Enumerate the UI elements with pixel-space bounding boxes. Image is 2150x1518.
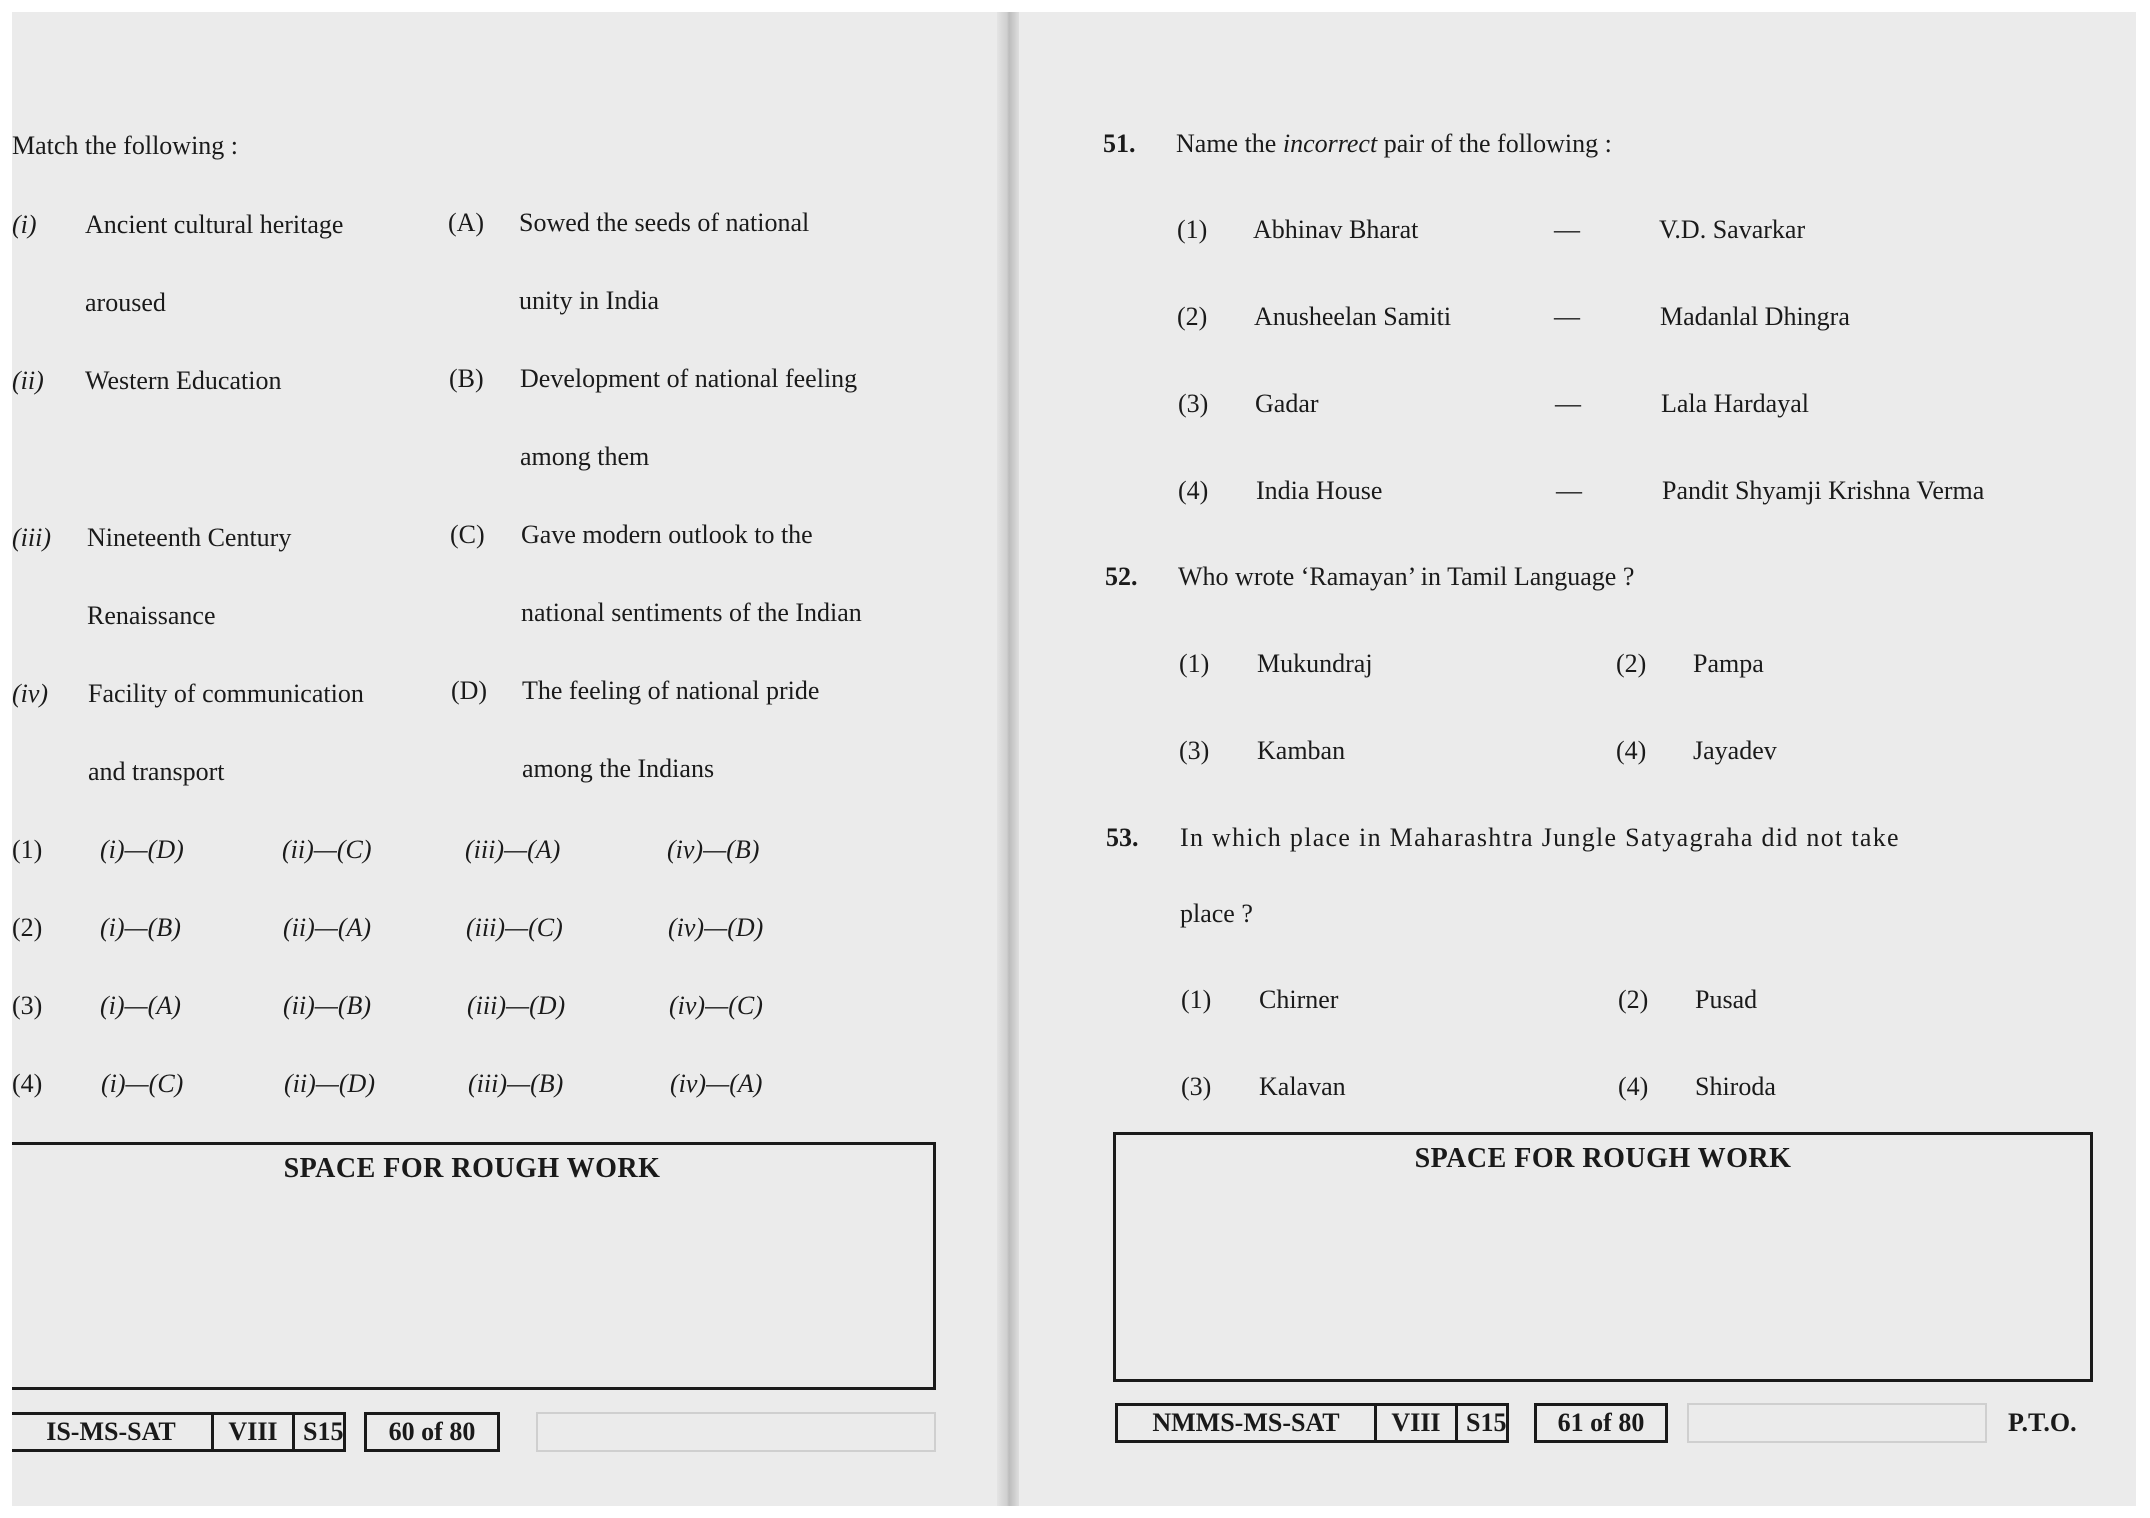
match-a-text: Nineteenth Century: [87, 523, 292, 552]
option-number: (2): [1177, 302, 1208, 331]
option-text: Shiroda: [1695, 1072, 1776, 1101]
option-number: (3): [1179, 736, 1210, 765]
pair-right: Lala Hardayal: [1661, 389, 1809, 418]
rough-work-box: [12, 1142, 936, 1390]
match-b-text: among the Indians: [522, 754, 715, 783]
question-text: place ?: [1180, 899, 1253, 928]
match-a-text: aroused: [85, 288, 166, 317]
option-pair: (i)—(C): [101, 1069, 184, 1098]
footer-pto: P.T.O.: [2008, 1408, 2077, 1437]
option-number: (1): [1181, 985, 1212, 1014]
option-pair: (i)—(A): [100, 991, 181, 1020]
match-a-text: Facility of communication: [88, 679, 364, 708]
pair-right: Madanlal Dhingra: [1660, 302, 1850, 331]
rough-work-label: SPACE FOR ROUGH WORK: [283, 1153, 661, 1184]
option-number: (1): [1179, 649, 1210, 678]
question-text-part: pair of the following :: [1377, 129, 1612, 158]
show-through-footer: [1687, 1403, 1987, 1443]
match-b-letter: (A): [448, 208, 485, 237]
option-number: (3): [1181, 1072, 1212, 1101]
option-text: Mukundraj: [1257, 649, 1373, 678]
footer-set: S15: [292, 1415, 351, 1449]
option-number: (3): [1178, 389, 1209, 418]
option-number: (4): [1618, 1072, 1649, 1101]
option-text: Pusad: [1695, 985, 1758, 1014]
option-text: Chirner: [1259, 985, 1339, 1014]
match-a-num: (iii): [12, 523, 51, 552]
option-text: Jayadev: [1693, 736, 1777, 765]
match-a-num: (iv): [12, 679, 49, 708]
pair-left: Abhinav Bharat: [1253, 215, 1419, 244]
rough-work-label: SPACE FOR ROUGH WORK: [1414, 1143, 1792, 1174]
footer-exam-code: NMMS-MS-SAT: [1152, 1408, 1340, 1437]
pair-left: Anusheelan Samiti: [1254, 302, 1452, 331]
show-through-footer: [536, 1412, 936, 1452]
match-a-text: and transport: [88, 757, 225, 786]
option-pair: (iii)—(A): [465, 835, 561, 864]
option-pair: (ii)—(A): [283, 913, 372, 942]
match-b-text: The feeling of national pride: [522, 676, 820, 705]
match-a-text: Western Education: [85, 366, 282, 395]
question-number: 52.: [1105, 562, 1138, 591]
question-text: In which place in Maharashtra Jungle Satyagraha did not take: [1180, 823, 1900, 852]
book-fold: [997, 12, 1019, 1506]
option-number: (4): [1178, 476, 1209, 505]
pair-dash: —: [1554, 215, 1580, 244]
option-pair: (iv)—(D): [668, 913, 764, 942]
option-number: (1): [12, 835, 43, 864]
match-b-text: national sentiments of the Indian: [521, 598, 862, 627]
match-b-text: unity in India: [519, 286, 660, 315]
pair-dash: —: [1554, 302, 1580, 331]
option-pair: (ii)—(C): [282, 835, 372, 864]
option-number: (2): [1616, 649, 1647, 678]
question-text: Who wrote ‘Ramayan’ in Tamil Language ?: [1178, 562, 1635, 591]
question-number: 51.: [1103, 129, 1136, 158]
option-number: (2): [12, 913, 43, 942]
question-text-emphasis: incorrect: [1282, 129, 1378, 158]
option-number: (1): [1177, 215, 1208, 244]
footer-standard: VIII: [1374, 1406, 1455, 1440]
match-b-letter: (D): [451, 676, 488, 705]
option-number: (3): [12, 991, 43, 1020]
footer-page-number: 60 of 80: [364, 1412, 500, 1452]
option-number: (2): [1618, 985, 1649, 1014]
pair-dash: —: [1555, 389, 1581, 418]
option-text: Kalavan: [1259, 1072, 1346, 1101]
rough-work-box: [1113, 1132, 2093, 1382]
footer-code-box: [12, 1412, 346, 1452]
option-pair: (iv)—(A): [670, 1069, 763, 1098]
match-a-num: (ii): [12, 366, 44, 395]
booklet-spread: [12, 12, 2136, 1506]
match-b-letter: (B): [449, 364, 484, 393]
option-pair: (ii)—(B): [283, 991, 372, 1020]
match-b-text: among them: [520, 442, 650, 471]
match-b-text: Gave modern outlook to the: [521, 520, 813, 549]
match-b-text: Sowed the seeds of national: [519, 208, 810, 237]
footer-standard: VIII: [211, 1415, 292, 1449]
question-number: 53.: [1106, 823, 1139, 852]
pair-left: Gadar: [1255, 389, 1319, 418]
pair-dash: —: [1556, 476, 1582, 505]
pair-right: Pandit Shyamji Krishna Verma: [1662, 476, 1985, 505]
pair-left: India House: [1256, 476, 1383, 505]
option-pair: (i)—(D): [100, 835, 184, 864]
question-text-part: Name the: [1176, 129, 1283, 158]
question-text: [1176, 128, 1612, 160]
right-page: [1019, 12, 2136, 1506]
option-text: Pampa: [1693, 649, 1764, 678]
option-text: Kamban: [1257, 736, 1346, 765]
footer-page-number: 61 of 80: [1534, 1403, 1668, 1443]
left-page: [12, 12, 997, 1506]
match-a-num: (i): [12, 210, 37, 239]
option-pair: (iv)—(C): [669, 991, 763, 1020]
option-pair: (iv)—(B): [667, 835, 760, 864]
footer-code-box: [1115, 1403, 1509, 1443]
match-b-letter: (C): [450, 520, 485, 549]
footer-set: S15: [1455, 1406, 1514, 1440]
match-a-text: Renaissance: [87, 601, 216, 630]
option-pair: (iii)—(C): [466, 913, 563, 942]
option-number: (4): [1616, 736, 1647, 765]
match-b-text: Development of national feeling: [520, 364, 858, 393]
pair-right: V.D. Savarkar: [1659, 215, 1806, 244]
option-pair: (ii)—(D): [284, 1069, 375, 1098]
footer-exam-code: IS-MS-SAT: [46, 1417, 176, 1446]
option-number: (4): [12, 1069, 43, 1098]
question-title: Match the following :: [12, 131, 239, 160]
option-pair: (iii)—(B): [468, 1069, 564, 1098]
option-pair: (i)—(B): [100, 913, 181, 942]
match-a-text: Ancient cultural heritage: [85, 210, 344, 239]
option-pair: (iii)—(D): [467, 991, 566, 1020]
